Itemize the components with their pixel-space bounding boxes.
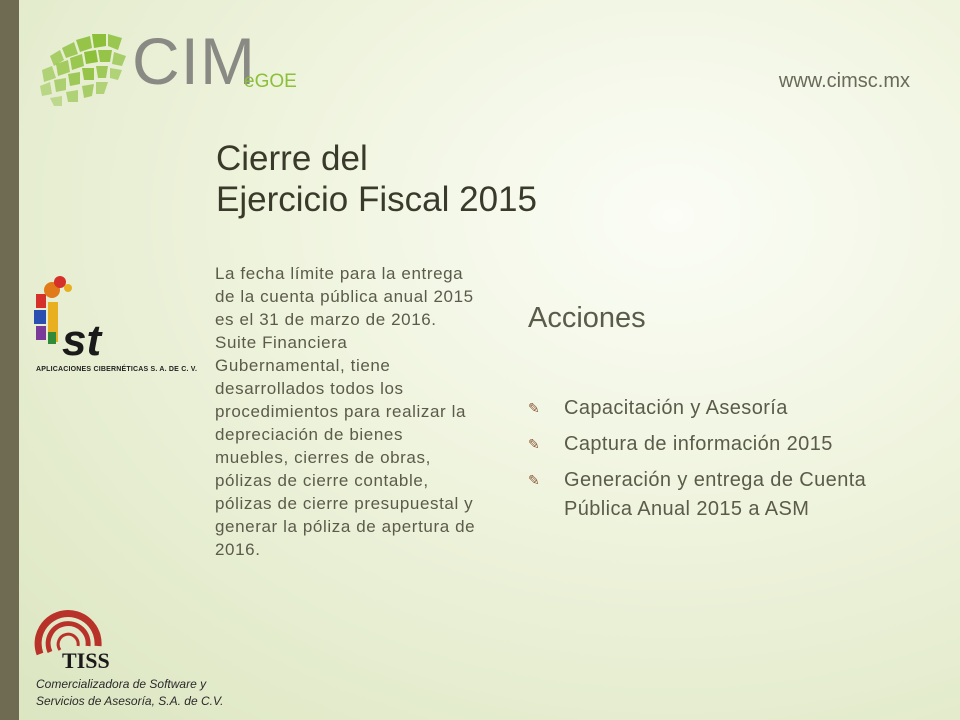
actions-heading: Acciones [528, 302, 646, 334]
left-accent-bar [0, 0, 19, 720]
egoe-logo-text: eGOE [244, 71, 297, 92]
title-line-1: Cierre del [216, 139, 368, 178]
actions-list [528, 394, 908, 531]
company-name [36, 676, 223, 710]
action-label: Captura de información 2015 [564, 433, 833, 455]
ist-logo-text: st [62, 316, 102, 365]
action-item [528, 394, 908, 423]
ist-subtitle: APLICACIONES CIBERNÉTICAS S. A. DE C. V. [36, 366, 198, 373]
action-item [528, 466, 908, 524]
pencil-icon: ✎ [528, 472, 541, 488]
title-line-2: Ejercicio Fiscal 2015 [216, 180, 537, 219]
action-item [528, 430, 908, 459]
tiss-logo-text: TISS [62, 648, 110, 673]
company-line-1: Comercializadora de Software y [36, 677, 207, 691]
pencil-icon: ✎ [528, 400, 541, 416]
body-paragraph: La fecha límite para la entrega de la cuenta pública anual 2015 es el 31 de marzo de 2016. Suite Financiera Gubernamental, tiene desarrollados todos los procedimientos para realizar la depreciación de bienes muebles, cierres de obras, pólizas de cierre contable, pólizas de cierre presupuestal y generar la póliza de apertura de 2016. [215, 264, 476, 559]
action-label: Capacitación y Asesoría [564, 397, 788, 419]
company-line-2: Servicios de Asesoría, S.A. de C.V. [36, 694, 224, 708]
website-url[interactable]: www.cimsc.mx [778, 70, 910, 92]
slide-title [216, 138, 537, 220]
cim-logo-text: CIM [132, 24, 256, 98]
pencil-icon: ✎ [528, 436, 541, 452]
action-label: Generación y entrega de Cuenta Pública Anual 2015 a ASM [564, 469, 867, 520]
